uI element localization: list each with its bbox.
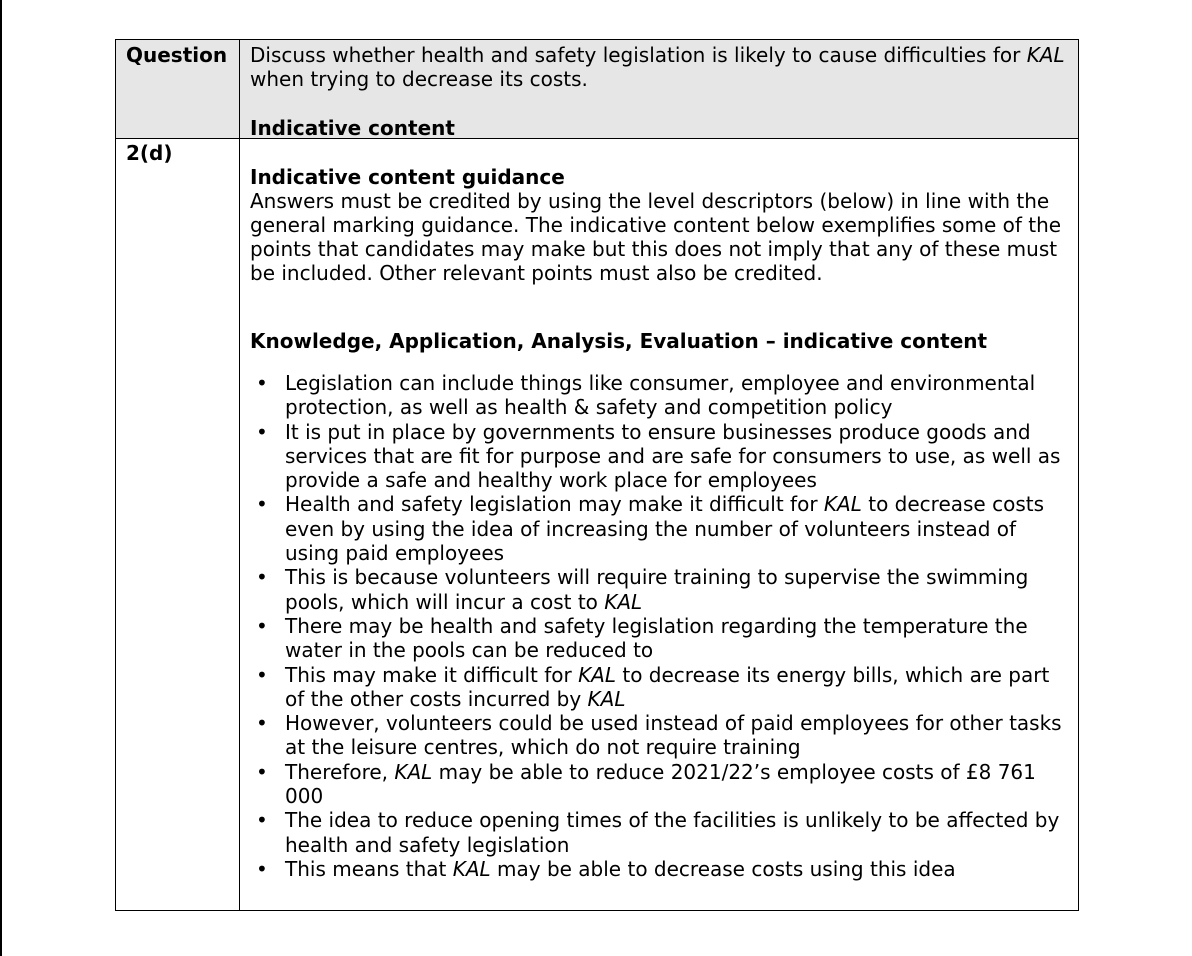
- mark-scheme-table: [115, 39, 1079, 911]
- question-text: [250, 43, 1070, 91]
- kaae-heading: Knowledge, Application, Analysis, Evaluation – indicative content: [250, 329, 988, 353]
- bullet-item: [250, 760, 1070, 809]
- bullet-company-name: KAL: [578, 662, 617, 687]
- bullet-text: It is put in place by governments to ensure businesses produce goods and services that are fit for purpose and are safe for consumers to use, as well as provide a safe and healthy work place for employees: [285, 419, 1061, 493]
- guidance-text: Answers must be credited by using the level descriptors (below) in line with the general marking guidance. The indicative content below exemplifies some of the points that candidates may make but this does not imply that any of these must be included. Other relevant points must also be credited.: [250, 189, 1062, 285]
- bullet-company-name: KAL: [452, 856, 491, 881]
- bullet-text: to decrease its energy bills, which are part of the other costs incurred by: [285, 662, 1050, 711]
- bullet-text: Therefore,: [285, 759, 395, 784]
- bullet-text: may be able to decrease costs using this idea: [490, 856, 956, 881]
- indicative-content-heading: Indicative content: [250, 116, 455, 140]
- page-left-border: [0, 0, 2, 956]
- bullet-item: [250, 857, 1070, 881]
- bullet-text: However, volunteers could be used instead of paid employees for other tasks at the leisure centres, which do not require training: [285, 711, 1062, 760]
- guidance-heading: Indicative content guidance: [250, 165, 565, 189]
- question-number: 2(d): [126, 141, 173, 165]
- bullet-item: [250, 420, 1070, 493]
- bullet-text: This may make it difficult for: [285, 662, 579, 687]
- bullet-text: This is because volunteers will require training to supervise the swimming pools, which will incur a cost to: [285, 565, 1029, 614]
- bullet-text: This means that: [285, 856, 453, 881]
- bullet-text: There may be health and safety legislation regarding the temperature the water in the pools can be reduced to: [285, 613, 1028, 663]
- bullet-company-name: KAL: [394, 759, 433, 784]
- bullet-item: [250, 663, 1070, 712]
- bullet-company-name: KAL: [587, 686, 626, 711]
- question-label: Question: [126, 43, 228, 67]
- bullet-text: may be able to reduce 2021/22’s employee costs of £8 761 000: [285, 759, 1036, 809]
- question-text-part: when trying to decrease its costs.: [250, 67, 588, 91]
- question-text-part: Discuss whether health and safety legislation is likely to cause difficulties for: [250, 43, 1027, 67]
- column-divider: [239, 40, 240, 910]
- bullet-item: [250, 492, 1070, 565]
- bullet-company-name: KAL: [823, 492, 862, 517]
- bullet-text: Health and safety legislation may make it difficult for: [285, 492, 824, 517]
- bullet-item: [250, 711, 1070, 760]
- question-text-company: KAL: [1026, 43, 1065, 67]
- bullet-text: Legislation can include things like consumer, employee and environmental protection, as well as health & safety and competition policy: [285, 371, 1036, 420]
- bullet-item: [250, 808, 1070, 857]
- bullet-text: to decrease costs even by using the idea of increasing the number of volunteers instead of using paid employees: [285, 492, 1045, 566]
- bullet-item: [250, 565, 1070, 614]
- bullet-company-name: KAL: [604, 589, 643, 614]
- bullet-item: [250, 371, 1070, 420]
- bullet-item: [250, 614, 1070, 663]
- bullet-text: The idea to reduce opening times of the facilities is unlikely to be affected by health and safety legislation: [285, 808, 1060, 857]
- indicative-bullet-list: [250, 371, 1070, 881]
